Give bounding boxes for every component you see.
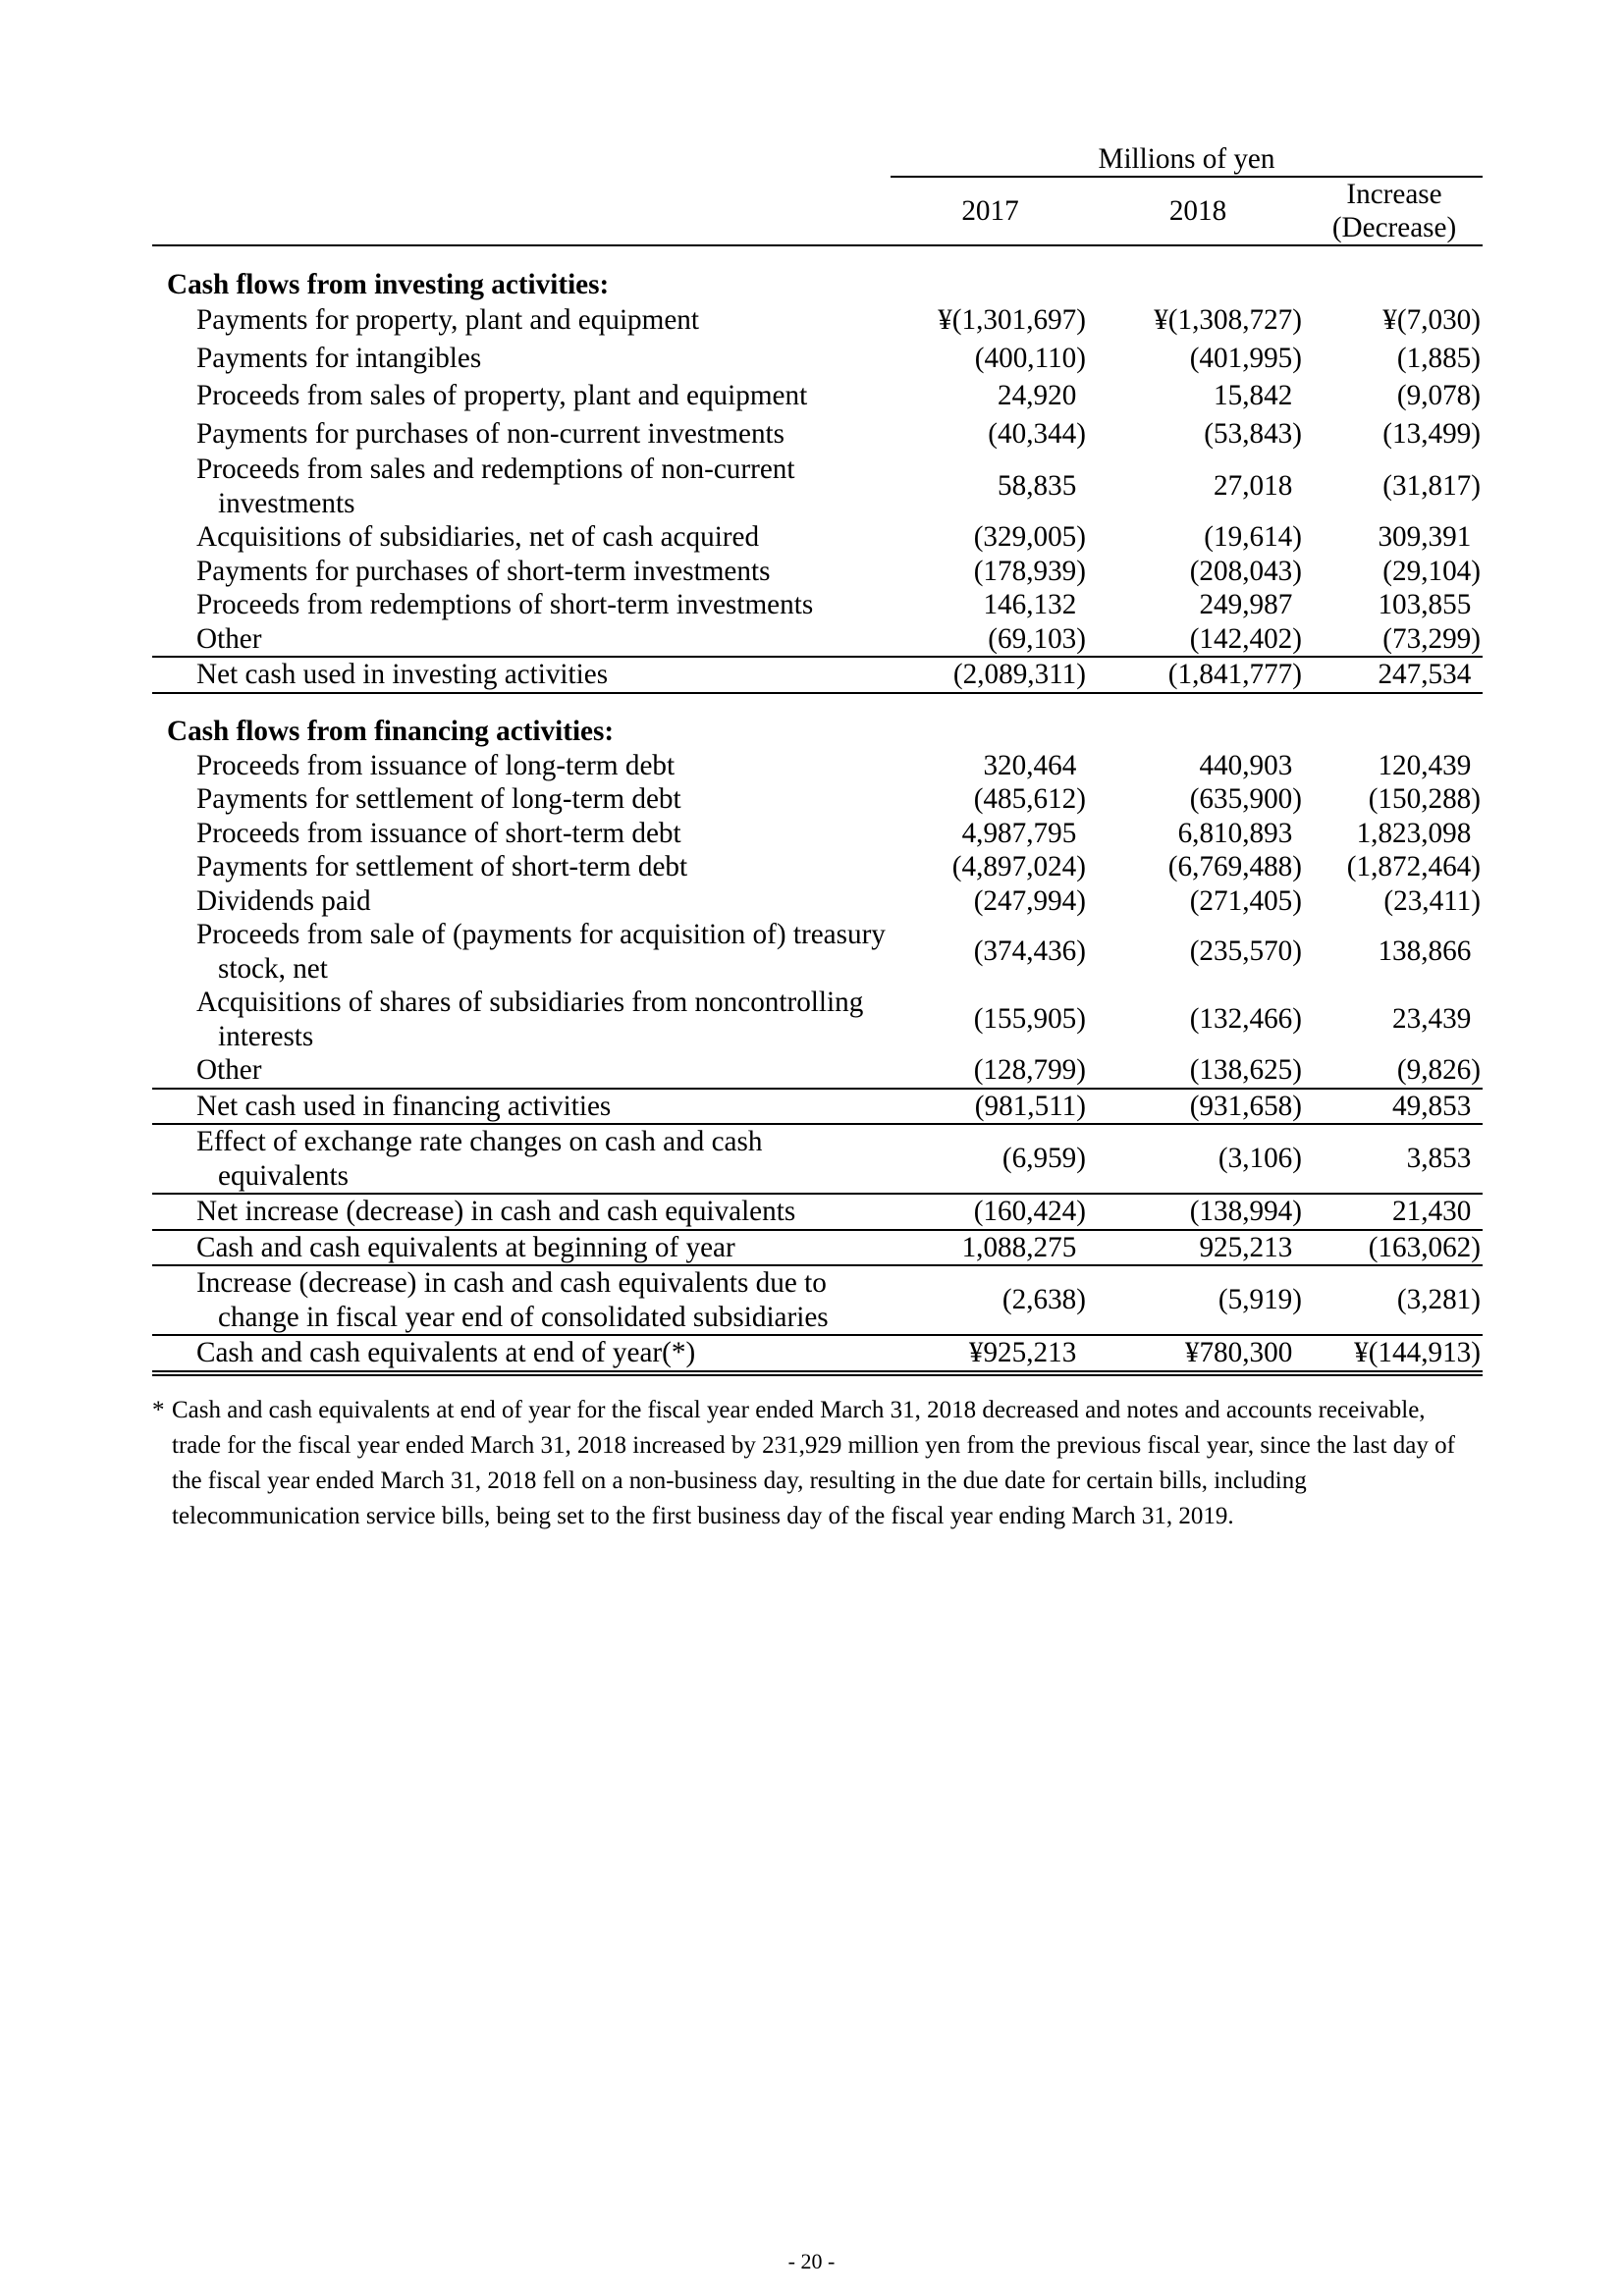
value-2018: ¥(1,308,727) bbox=[1154, 304, 1302, 336]
value-2018: (401,995) bbox=[1189, 342, 1302, 374]
cash-flow-table bbox=[152, 142, 1483, 1376]
value-change: 49,853 bbox=[1392, 1090, 1472, 1122]
investing-section-title: Cash flows from investing activities: bbox=[167, 268, 610, 300]
value-2018: (235,570) bbox=[1189, 935, 1302, 968]
value-change: (150,288) bbox=[1368, 783, 1481, 815]
row-label-continuation: investments bbox=[218, 487, 355, 519]
investing-row bbox=[152, 453, 1483, 520]
row-label-text: Proceeds from redemptions of short-term investments bbox=[196, 589, 814, 620]
summary-row bbox=[152, 1336, 1483, 1376]
value-2017: (128,799) bbox=[973, 1054, 1086, 1086]
row-label-text: Net increase (decrease) in cash and cash equivalents bbox=[196, 1196, 796, 1227]
summary-row bbox=[152, 1266, 1483, 1336]
row-label bbox=[152, 1336, 891, 1370]
footnote-line: Cash and cash equivalents at end of year for the fiscal year ended March 31, 2018 decreased and notes and accounts receivable, bbox=[172, 1397, 1426, 1423]
value-2017: 146,132 bbox=[983, 589, 1077, 620]
value-2017: 24,920 bbox=[998, 380, 1077, 411]
row-label bbox=[152, 520, 891, 555]
value-2017: (329,005) bbox=[973, 521, 1086, 553]
row-label bbox=[152, 377, 891, 415]
footnote bbox=[152, 1393, 1527, 1534]
investing-row bbox=[152, 301, 1483, 340]
value-2017: 1,088,275 bbox=[961, 1231, 1077, 1263]
row-label-continuation: change in fiscal year end of consolidated subsidiaries bbox=[218, 1301, 829, 1333]
investing-row bbox=[152, 588, 1483, 622]
value-change: (163,062) bbox=[1368, 1231, 1481, 1263]
value-2017: (2,638) bbox=[1001, 1284, 1086, 1316]
value-2018: (208,043) bbox=[1189, 555, 1302, 587]
row-label-text: Net cash used in investing activities bbox=[196, 659, 609, 690]
footnote-marker: * bbox=[152, 1397, 165, 1423]
unit-header: Millions of yen bbox=[891, 142, 1483, 178]
financing-row bbox=[152, 850, 1483, 884]
row-label bbox=[152, 658, 891, 692]
value-change: 21,430 bbox=[1392, 1196, 1472, 1227]
value-2017: (40,344) bbox=[988, 417, 1086, 450]
value-2018: (132,466) bbox=[1189, 1003, 1302, 1036]
page-number: - 20 - bbox=[787, 2249, 836, 2273]
value-2017: (400,110) bbox=[974, 342, 1086, 374]
column-header-change-line1: Increase bbox=[1346, 179, 1442, 210]
value-2017: (178,939) bbox=[973, 555, 1086, 587]
value-2018: 249,987 bbox=[1199, 589, 1293, 620]
row-label-text: Proceeds from sales and redemptions of non-current bbox=[196, 454, 795, 485]
financing-section-title: Cash flows from financing activities: bbox=[167, 716, 615, 747]
value-2018: (5,919) bbox=[1217, 1284, 1302, 1316]
financing-row bbox=[152, 782, 1483, 817]
row-label-text: Payments for property, plant and equipment bbox=[196, 304, 700, 336]
column-header-change bbox=[1306, 178, 1483, 244]
row-label-text: Effect of exchange rate changes on cash and cash bbox=[196, 1126, 763, 1157]
row-label-text: Net cash used in financing activities bbox=[196, 1090, 612, 1122]
summary-row bbox=[152, 1195, 1483, 1231]
financing-row bbox=[152, 918, 1483, 986]
investing-row bbox=[152, 520, 1483, 555]
row-label bbox=[152, 986, 891, 1053]
value-2018: 27,018 bbox=[1214, 470, 1293, 503]
row-label bbox=[152, 1125, 891, 1193]
investing-row bbox=[152, 555, 1483, 589]
value-change: (23,411) bbox=[1383, 884, 1481, 917]
value-2017: (69,103) bbox=[988, 622, 1086, 655]
footnote-line: trade for the fiscal year ended March 31, 2018 increased by 231,929 million yen from the previous fiscal year, since the last day of bbox=[172, 1432, 1455, 1459]
value-2018: (6,769,488) bbox=[1167, 851, 1302, 882]
value-change: (3,281) bbox=[1396, 1284, 1481, 1316]
row-label bbox=[152, 453, 891, 520]
value-change: 1,823,098 bbox=[1356, 817, 1472, 849]
column-header-row bbox=[152, 178, 1483, 246]
value-2018: 15,842 bbox=[1214, 380, 1293, 411]
row-label-text: Increase (decrease) in cash and cash equivalents due to bbox=[196, 1267, 827, 1299]
value-2017: 58,835 bbox=[998, 470, 1077, 503]
row-label-text: Acquisitions of subsidiaries, net of cash acquired bbox=[196, 521, 760, 553]
row-label-text: Other bbox=[196, 1054, 262, 1086]
financing-row bbox=[152, 986, 1483, 1053]
financing-total-row bbox=[152, 1088, 1483, 1126]
value-change: (9,078) bbox=[1396, 380, 1481, 411]
value-2017: (981,511) bbox=[974, 1090, 1086, 1122]
row-label bbox=[152, 622, 891, 657]
row-label bbox=[152, 782, 891, 817]
row-label-text: Payments for purchases of non-current investments bbox=[196, 417, 784, 450]
column-header-2017 bbox=[891, 178, 1090, 244]
value-change: (73,299) bbox=[1382, 622, 1481, 655]
value-2018: (271,405) bbox=[1189, 884, 1302, 917]
row-label-text: Acquisitions of shares of subsidiaries from noncontrolling bbox=[196, 987, 864, 1018]
value-change: 3,853 bbox=[1406, 1143, 1472, 1175]
value-2017: (485,612) bbox=[973, 783, 1086, 815]
value-change: (1,885) bbox=[1396, 342, 1481, 374]
value-change: 309,391 bbox=[1378, 521, 1472, 553]
value-2018: (3,106) bbox=[1217, 1143, 1302, 1175]
value-2017: (160,424) bbox=[973, 1196, 1086, 1227]
row-label bbox=[152, 555, 891, 589]
row-label-text: Payments for settlement of short-term debt bbox=[196, 851, 688, 882]
column-header-2017-label: 2017 bbox=[961, 195, 1019, 227]
financing-row bbox=[152, 1053, 1483, 1088]
value-2018: (53,843) bbox=[1204, 417, 1302, 450]
financing-row bbox=[152, 817, 1483, 851]
value-change: 120,439 bbox=[1378, 749, 1472, 781]
row-label-text: Payments for settlement of long-term debt bbox=[196, 783, 681, 815]
row-label-text: Cash and cash equivalents at beginning of year bbox=[196, 1231, 735, 1263]
row-label-text: Proceeds from issuance of short-term debt bbox=[196, 817, 681, 849]
value-2018: (142,402) bbox=[1189, 622, 1302, 655]
row-label-text: Proceeds from issuance of long-term debt bbox=[196, 749, 676, 781]
value-2017: (247,994) bbox=[973, 884, 1086, 917]
label-column-header bbox=[152, 178, 891, 244]
value-2018: (138,625) bbox=[1189, 1054, 1302, 1086]
value-change: 23,439 bbox=[1392, 1003, 1472, 1036]
investing-row bbox=[152, 377, 1483, 415]
row-label bbox=[152, 817, 891, 851]
investing-row bbox=[152, 622, 1483, 657]
value-2018: 925,213 bbox=[1199, 1231, 1293, 1263]
investing-total-row bbox=[152, 656, 1483, 694]
value-change: 247,534 bbox=[1378, 659, 1472, 690]
row-label-text: Proceeds from sales of property, plant and equipment bbox=[196, 380, 808, 411]
value-change: (31,817) bbox=[1382, 470, 1481, 503]
row-label bbox=[152, 749, 891, 783]
financing-row bbox=[152, 749, 1483, 783]
column-header-2018-label: 2018 bbox=[1168, 195, 1227, 227]
row-label bbox=[152, 1090, 891, 1124]
summary-row bbox=[152, 1231, 1483, 1267]
value-2017: (4,897,024) bbox=[951, 851, 1086, 882]
row-label bbox=[152, 340, 891, 378]
value-change: 138,866 bbox=[1378, 935, 1472, 968]
value-change: 103,855 bbox=[1378, 589, 1472, 620]
row-label bbox=[152, 301, 891, 340]
value-2017: (155,905) bbox=[973, 1003, 1086, 1036]
value-2017: (2,089,311) bbox=[952, 659, 1086, 690]
column-header-change-line2: (Decrease) bbox=[1331, 212, 1457, 243]
row-label bbox=[152, 1195, 891, 1229]
value-2018: 440,903 bbox=[1199, 749, 1293, 781]
column-header-2018 bbox=[1090, 178, 1306, 244]
investing-row bbox=[152, 415, 1483, 454]
row-label bbox=[152, 588, 891, 622]
value-2017: (374,436) bbox=[973, 935, 1086, 968]
value-2017: 320,464 bbox=[983, 749, 1077, 781]
value-2018: (635,900) bbox=[1189, 783, 1302, 815]
value-2018: (1,841,777) bbox=[1167, 659, 1302, 690]
value-change: (13,499) bbox=[1382, 417, 1481, 450]
row-label-text: Dividends paid bbox=[196, 884, 371, 917]
value-2018: 6,810,893 bbox=[1177, 817, 1293, 849]
footnote-line: the fiscal year ended March 31, 2018 fell on a non-business day, resulting in the due date for certain bills, including bbox=[172, 1468, 1307, 1494]
summary-row bbox=[152, 1125, 1483, 1195]
value-change: (1,872,464) bbox=[1346, 851, 1481, 882]
row-label-continuation: stock, net bbox=[218, 952, 328, 985]
row-label-continuation: equivalents bbox=[218, 1159, 349, 1192]
row-label-continuation: interests bbox=[218, 1020, 314, 1052]
value-2017: ¥925,213 bbox=[968, 1337, 1077, 1368]
value-change: (29,104) bbox=[1382, 555, 1481, 587]
row-label-text: Cash and cash equivalents at end of year(*) bbox=[196, 1337, 696, 1368]
value-2018: ¥780,300 bbox=[1184, 1337, 1293, 1368]
row-label bbox=[152, 884, 891, 919]
investing-row bbox=[152, 340, 1483, 378]
value-change: (9,826) bbox=[1396, 1054, 1481, 1086]
row-label-text: Other bbox=[196, 622, 262, 655]
row-label-text: Proceeds from sale of (payments for acquisition of) treasury bbox=[196, 919, 886, 950]
row-label-text: Payments for purchases of short-term investments bbox=[196, 555, 771, 587]
row-label bbox=[152, 918, 891, 986]
value-2018: (931,658) bbox=[1189, 1090, 1302, 1122]
value-2017: (6,959) bbox=[1001, 1143, 1086, 1175]
value-2017: 4,987,795 bbox=[961, 817, 1077, 849]
footnote-line: telecommunication service bills, being set to the first business day of the fiscal year ending March 31, 2019. bbox=[172, 1503, 1234, 1529]
value-change: ¥(144,913) bbox=[1354, 1337, 1481, 1368]
row-label bbox=[152, 850, 891, 884]
value-2018: (138,994) bbox=[1189, 1196, 1302, 1227]
row-label bbox=[152, 1266, 891, 1334]
row-label bbox=[152, 1053, 891, 1088]
financing-row bbox=[152, 884, 1483, 919]
row-label bbox=[152, 1231, 891, 1265]
value-2017: ¥(1,301,697) bbox=[938, 304, 1086, 336]
value-change: ¥(7,030) bbox=[1382, 304, 1481, 336]
value-2018: (19,614) bbox=[1204, 521, 1302, 553]
row-label bbox=[152, 415, 891, 454]
row-label-text: Payments for intangibles bbox=[196, 342, 482, 374]
